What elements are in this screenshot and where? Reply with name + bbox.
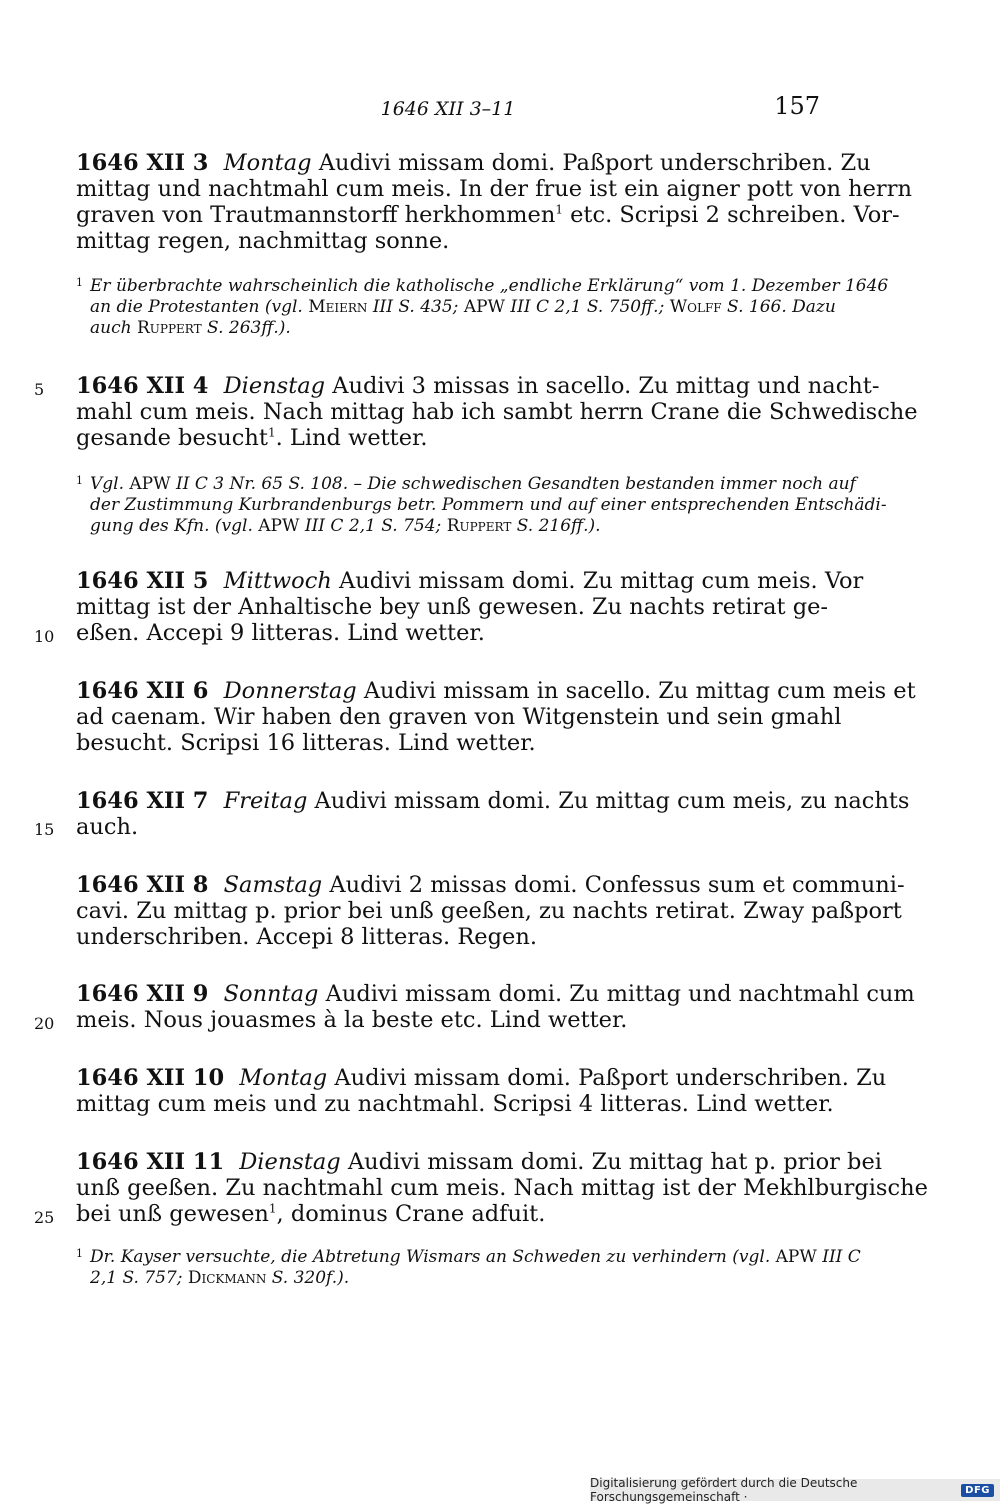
abbreviation: APW	[463, 297, 506, 317]
author-name: Meiern	[308, 297, 368, 317]
entry-line: eßen. Accepi 9 litteras. Lind wetter.	[76, 620, 485, 646]
digitization-footer	[590, 1476, 1000, 1504]
entry-line: mittag regen, nachmittag sonne.	[76, 228, 450, 254]
entry-line: mittag ist der Anhaltische bey unß gewesen. Zu nachts retirat ge-	[76, 594, 829, 620]
entry-date: 1646 XII 9	[76, 981, 209, 1007]
entry-text: Audivi 2 missas domi. Confessus sum et communi-	[329, 872, 905, 898]
entry-line: ad caenam. Wir haben den graven von Witgenstein und sein gmahl	[76, 704, 842, 730]
footnote	[76, 474, 887, 537]
entry-date: 1646 XII 3	[76, 150, 209, 176]
entry-text: gesande besucht	[76, 425, 268, 451]
footnote-text: 2,1 S. 757;	[90, 1268, 188, 1288]
entry-date: 1646 XII 8	[76, 872, 209, 898]
diary-entry	[76, 568, 864, 646]
entry-line	[76, 981, 915, 1007]
entry-weekday: Montag	[223, 150, 312, 176]
footnote-text: auch	[90, 318, 137, 338]
footnote-reference[interactable]: 1	[268, 1201, 277, 1216]
footnote-text: II C 3 Nr. 65 S. 108. – Die schwedischen Gesandten bestanden immer noch auf	[170, 474, 856, 494]
entry-text: Audivi missam domi. Zu mittag cum meis. Vor	[338, 568, 864, 594]
footnote-text: an die Protestanten (vgl.	[90, 297, 309, 317]
entry-weekday: Sonntag	[223, 981, 319, 1007]
entry-line	[76, 202, 900, 228]
footnote-reference[interactable]: 1	[555, 202, 563, 217]
diary-entry	[76, 373, 918, 451]
footnote-line: Er überbrachte wahrscheinlich die katholische „endliche Erklärung“ vom 1. Dezember 1646	[90, 276, 889, 296]
footnote-line: der Zustimmung Kurbrandenburgs betr. Pommern und auf einer entsprechenden Entschädi-	[90, 495, 887, 515]
page-header	[76, 92, 820, 126]
entry-line	[76, 568, 864, 594]
page-number: 157	[774, 92, 820, 120]
entry-text: Audivi missam domi. Paßport underschriben. Zu	[318, 150, 871, 176]
footnote	[76, 276, 889, 339]
entry-weekday: Dienstag	[223, 373, 326, 399]
line-number: 10	[34, 627, 55, 646]
diary-entry	[76, 1065, 887, 1117]
diary-entry	[76, 788, 910, 840]
diary-entry	[76, 981, 915, 1033]
footnote-text: III S. 435;	[367, 297, 464, 317]
author-name: Wolff	[669, 297, 722, 317]
footnote-text: III C	[816, 1247, 861, 1267]
diary-entry	[76, 1149, 928, 1227]
footnote	[76, 1247, 861, 1289]
entry-date: 1646 XII 5	[76, 568, 209, 594]
entry-line	[76, 788, 910, 814]
footnote-text: Dr. Kayser versuchte, die Abtretung Wismars an Schweden zu verhindern (vgl.	[90, 1247, 776, 1267]
entry-text: Audivi missam domi. Zu mittag und nachtmahl cum	[325, 981, 915, 1007]
diary-entry	[76, 150, 912, 254]
entry-text: Audivi missam domi. Zu mittag cum meis, zu nachts	[314, 788, 910, 814]
entry-weekday: Freitag	[223, 788, 308, 814]
entry-line: mittag und nachtmahl cum meis. In der frue ist ein aigner pott von herrn	[76, 176, 912, 202]
footnote-text: S. 216ff.).	[511, 516, 601, 536]
entry-text: Audivi 3 missas in sacello. Zu mittag und nacht-	[332, 373, 880, 399]
entry-line: underschriben. Accepi 8 litteras. Regen.	[76, 924, 537, 950]
footnote-text: S. 320f.).	[266, 1268, 350, 1288]
entry-date: 1646 XII 4	[76, 373, 209, 399]
entry-date: 1646 XII 10	[76, 1065, 225, 1091]
entry-date: 1646 XII 11	[76, 1149, 225, 1175]
footnote-mark: 1	[76, 474, 83, 487]
running-head: 1646 XII 3–11	[380, 98, 516, 120]
entry-line	[76, 678, 916, 704]
entry-line	[76, 872, 905, 898]
footnote-text: III C 2,1 S. 754;	[299, 516, 447, 536]
footnote-line	[76, 516, 820, 537]
entry-text: Audivi missam domi. Zu mittag hat p. prior bei	[347, 1149, 882, 1175]
entry-line: besucht. Scripsi 16 litteras. Lind wetter.	[76, 730, 536, 756]
diary-entry	[76, 678, 916, 756]
author-name: Dickmann	[187, 1268, 267, 1288]
line-number: 20	[34, 1014, 55, 1033]
entry-weekday: Samstag	[223, 872, 323, 898]
entry-text: graven von Trautmannstorff herkhommen	[76, 202, 556, 228]
entry-line	[76, 1201, 820, 1227]
footnote-text: S. 263ff.).	[201, 318, 291, 338]
author-name: Ruppert	[136, 318, 202, 338]
entry-date: 1646 XII 6	[76, 678, 209, 704]
line-number: 25	[34, 1208, 55, 1227]
entry-line	[76, 425, 820, 451]
line-number: 5	[34, 380, 45, 399]
entry-line: cavi. Zu mittag p. prior bei unß geeßen, zu nachts retirat. Zway paßport	[76, 898, 902, 924]
entry-date: 1646 XII 7	[76, 788, 209, 814]
entry-text: etc. Scripsi 2 schreiben. Vor-	[562, 202, 900, 228]
footnote-text: Vgl.	[90, 474, 130, 494]
entry-text: . Lind wetter.	[275, 425, 428, 451]
entry-line	[76, 1065, 887, 1091]
footnote-line	[76, 1247, 861, 1268]
abbreviation: APW	[258, 516, 300, 536]
footnote-reference[interactable]: 1	[267, 425, 276, 440]
entry-text: bei unß gewesen	[76, 1201, 269, 1227]
entry-line: mahl cum meis. Nach mittag hab ich sambt herrn Crane die Schwedische	[76, 399, 918, 425]
entry-line: auch.	[76, 814, 139, 840]
footnote-mark: 1	[76, 276, 83, 289]
footnote-line	[76, 474, 856, 495]
footnote-text: gung des Kfn. (vgl.	[90, 516, 259, 536]
entry-weekday: Mittwoch	[223, 568, 332, 594]
abbreviation: APW	[129, 474, 171, 494]
footnote-text: S. 166. Dazu	[721, 297, 836, 317]
author-name: Ruppert	[446, 516, 512, 536]
entry-line	[76, 150, 871, 176]
diary-entry	[76, 872, 905, 950]
footnote-line	[76, 297, 836, 318]
entry-line	[76, 373, 880, 399]
entry-weekday: Donnerstag	[223, 678, 357, 704]
entry-text: , dominus Crane adfuit.	[276, 1201, 546, 1227]
footnote-text: III C 2,1 S. 750ff.;	[505, 297, 670, 317]
entry-text: Audivi missam in sacello. Zu mittag cum meis et	[363, 678, 916, 704]
entry-line: unß geeßen. Zu nachtmahl cum meis. Nach mittag ist der Mekhlburgische	[76, 1175, 928, 1201]
footnote-mark: 1	[76, 1247, 83, 1260]
footnote-line	[76, 318, 820, 339]
abbreviation: APW	[775, 1247, 817, 1267]
entry-line: meis. Nous jouasmes à la beste etc. Lind wetter.	[76, 1007, 628, 1033]
footnote-line	[76, 1268, 820, 1289]
dfg-logo: DFG	[961, 1484, 994, 1497]
footer-text: Digitalisierung gefördert durch die Deutsche Forschungsgemeinschaft ·	[590, 1476, 858, 1504]
entry-line	[76, 1149, 882, 1175]
entry-weekday: Montag	[239, 1065, 328, 1091]
entry-text: Audivi missam domi. Paßport underschriben. Zu	[334, 1065, 887, 1091]
entry-line: mittag cum meis und zu nachtmahl. Scripsi 4 litteras. Lind wetter.	[76, 1091, 834, 1117]
entry-weekday: Dienstag	[239, 1149, 341, 1175]
line-number: 15	[34, 820, 55, 839]
